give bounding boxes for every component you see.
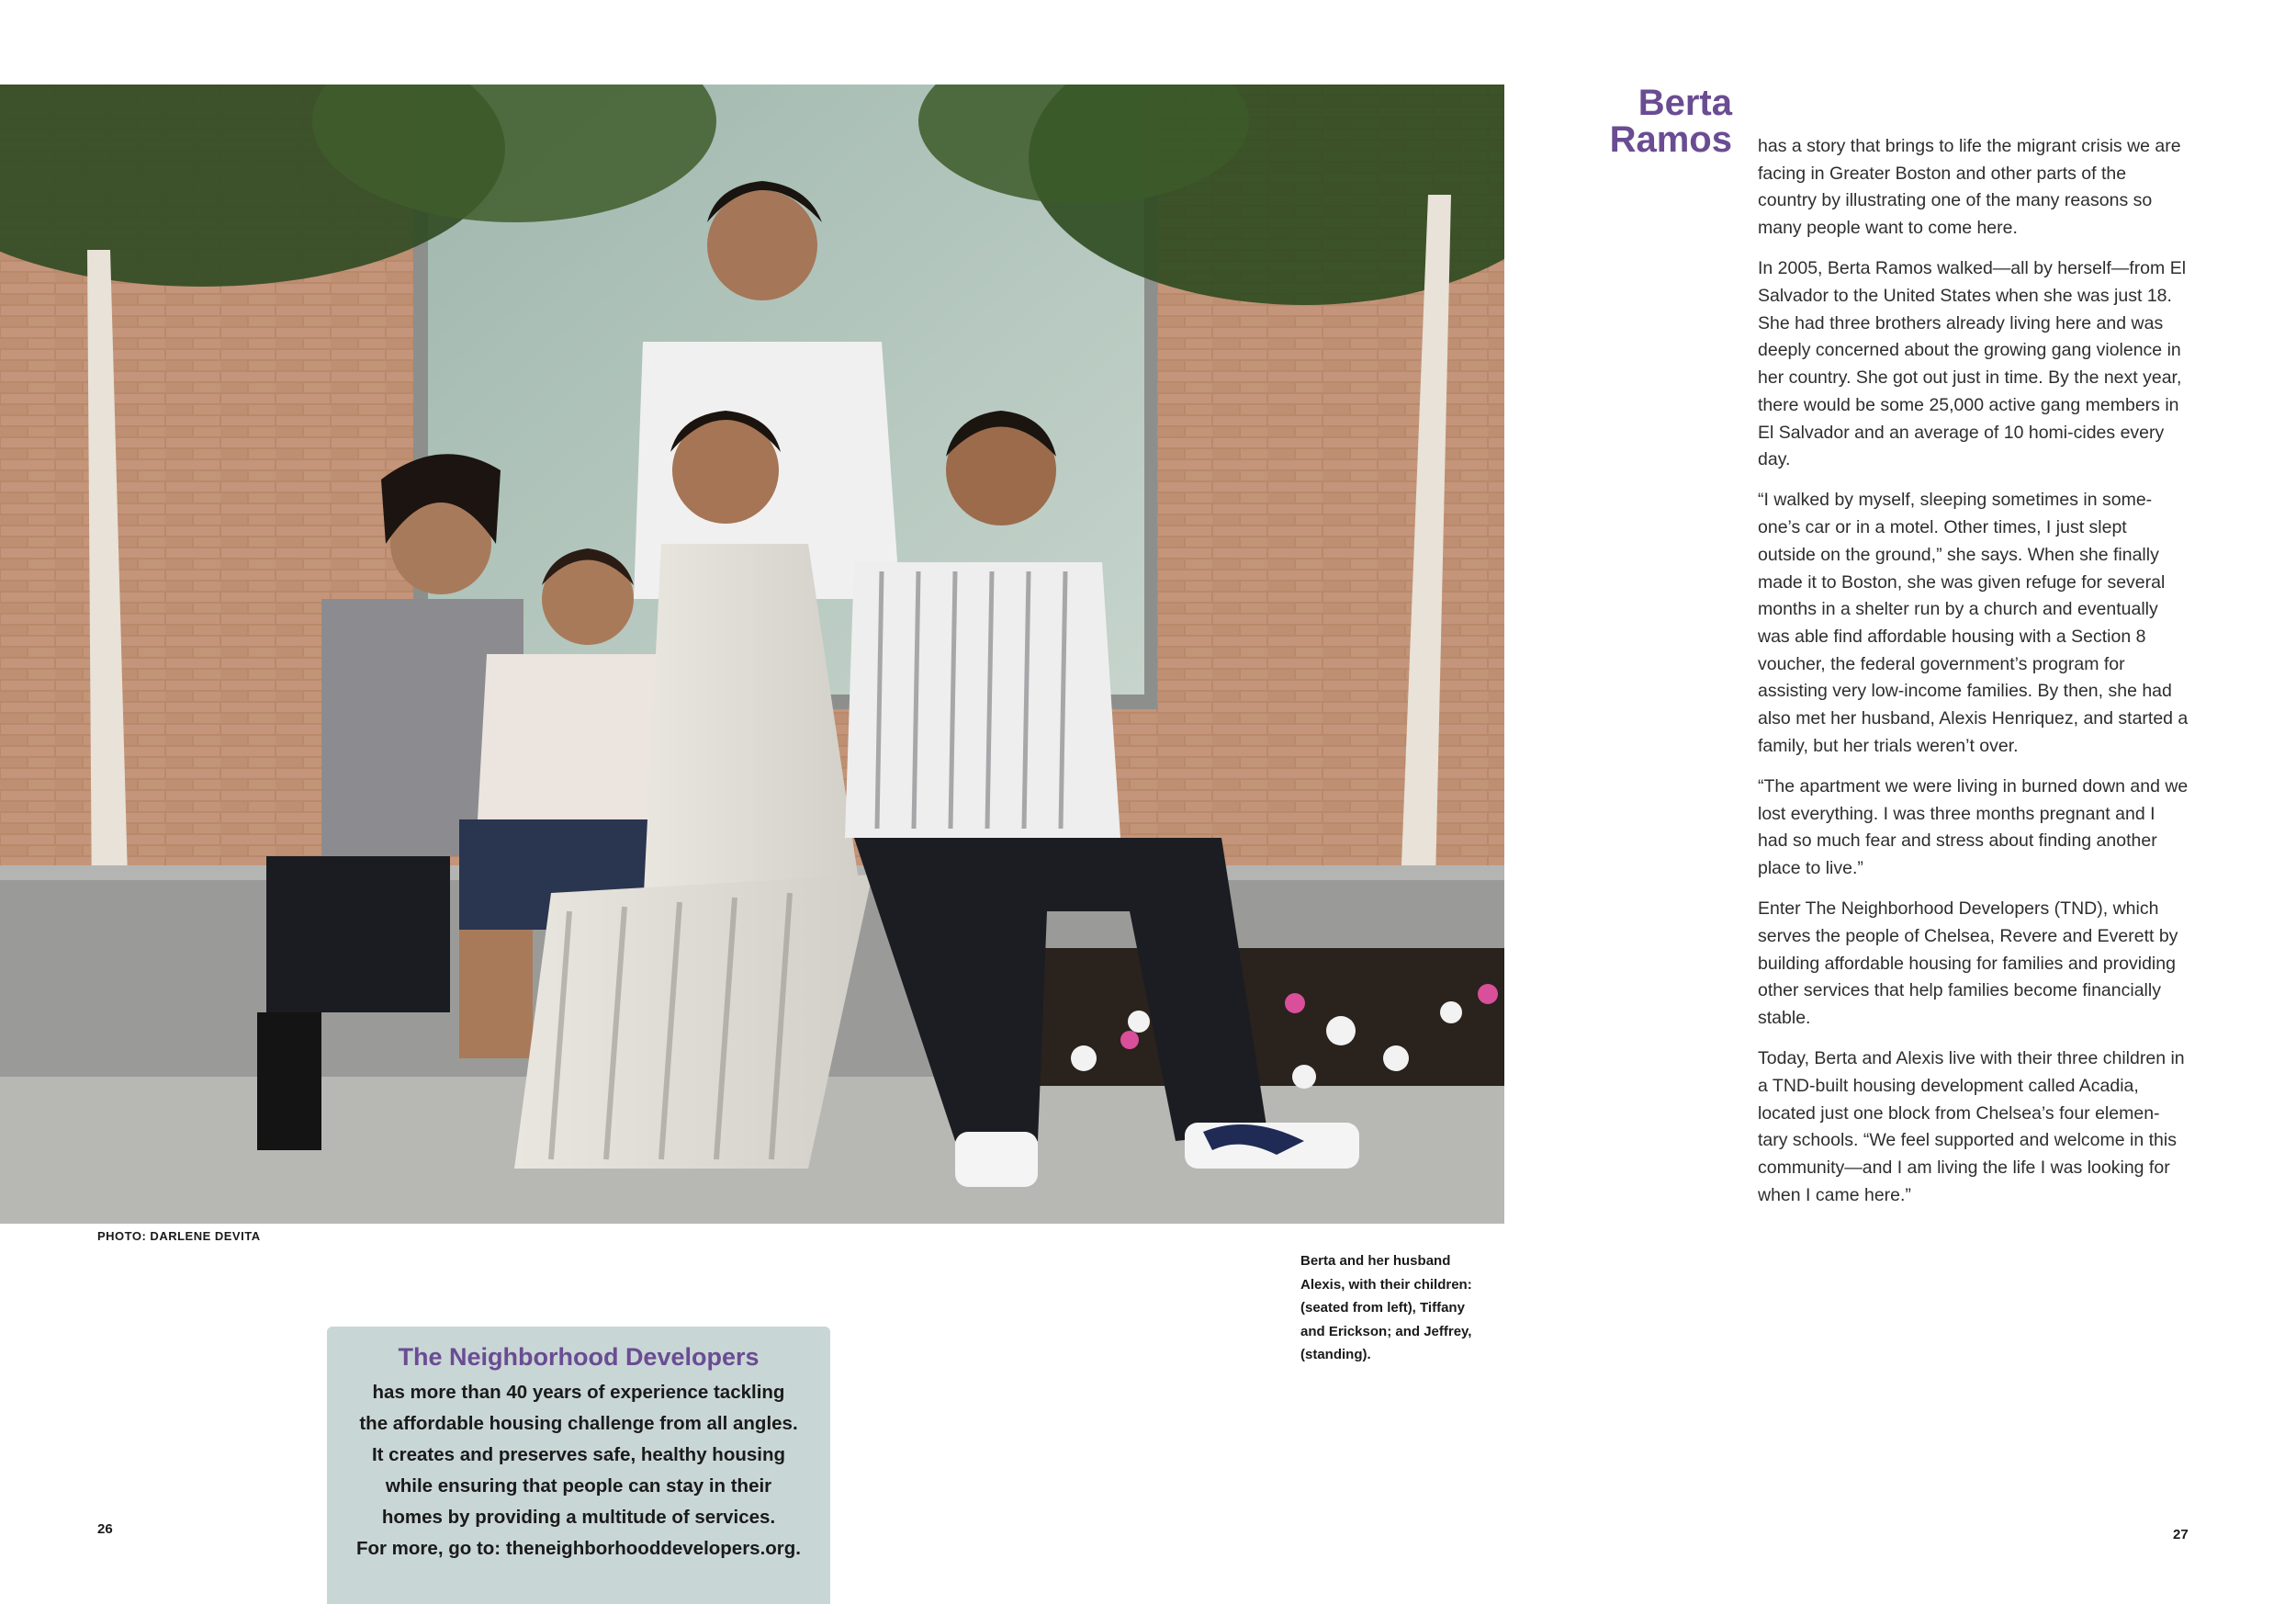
article-paragraph: has a story that brings to life the migrant crisis we are facing in Greater Boston and other parts of the country by illustrating one of the many reasons so many people want to come here. <box>1758 136 2181 239</box>
article-paragraph: “I walked by myself, sleeping sometimes in some-one’s car or in a motel. Other times, I just slept outside on the ground,” she says. When she finally made it to Boston, she was given refuge for several months in a shelter run by a church and eventually was able find affordable housing with a Section 8 voucher, the federal government’s program for assisting very low-income families. By then, she had also met her husband, Alexis Henriquez, and started a family, but her trials weren’t over. <box>1758 490 2189 756</box>
photo-caption: Berta and her husband Alexis, with their children: (seated from left), Tiffany and Erickson; and Jeffrey, (standing). <box>1300 1253 1472 1362</box>
article-body <box>1758 133 2189 1223</box>
family-photo-illustration <box>0 85 1504 1224</box>
article-paragraph: In 2005, Berta Ramos walked—all by herself—from El Salvador to the United States when she was just 18. She had three brothers already living here and was deeply concerned about the growing gang violence in her country. She got out just in time. By the next year, there would be some 25,000 active gang members in El Salvador and an average of 10 homi-cides every day. <box>1758 258 2187 470</box>
photo-credit: PHOTO: DARLENE DEVITA <box>97 1229 261 1243</box>
info-box-body: has more than 40 years of experience tackling the affordable housing challenge from all angles. It creates and preserves safe, healthy housing while ensuring that people can stay in their homes by providing a multitude of services. For more, go to: theneighborhooddevelopers.org. <box>355 1382 802 1559</box>
family-photo <box>0 85 1504 1224</box>
organization-info-box <box>327 1327 830 1604</box>
article-paragraph: Today, Berta and Alexis live with their three children in a TND-built housing development called Acadia, located just one block from Chelsea’s four elemen-tary schools. “We feel supported and welcome in this community—and I am living the life I was looking for when I came here.” <box>1758 1048 2185 1205</box>
page-number-left: 26 <box>97 1521 113 1537</box>
page-number-right: 27 <box>2173 1527 2189 1542</box>
article-paragraph: Enter The Neighborhood Developers (TND), which serves the people of Chelsea, Revere and Everett by building affordable housing for families and providing other services that help families become financially stable. <box>1758 898 2178 1029</box>
article-headline <box>1610 85 1732 158</box>
article-paragraph: “The apartment we were living in burned down and we lost everything. I was three months pregnant and I had so much fear and stress about finding another place to live.” <box>1758 775 2189 879</box>
info-box-title: The Neighborhood Developers <box>398 1343 760 1371</box>
headline-last-name: Ramos <box>1609 119 1732 160</box>
headline-first-name: Berta <box>1638 83 1732 123</box>
